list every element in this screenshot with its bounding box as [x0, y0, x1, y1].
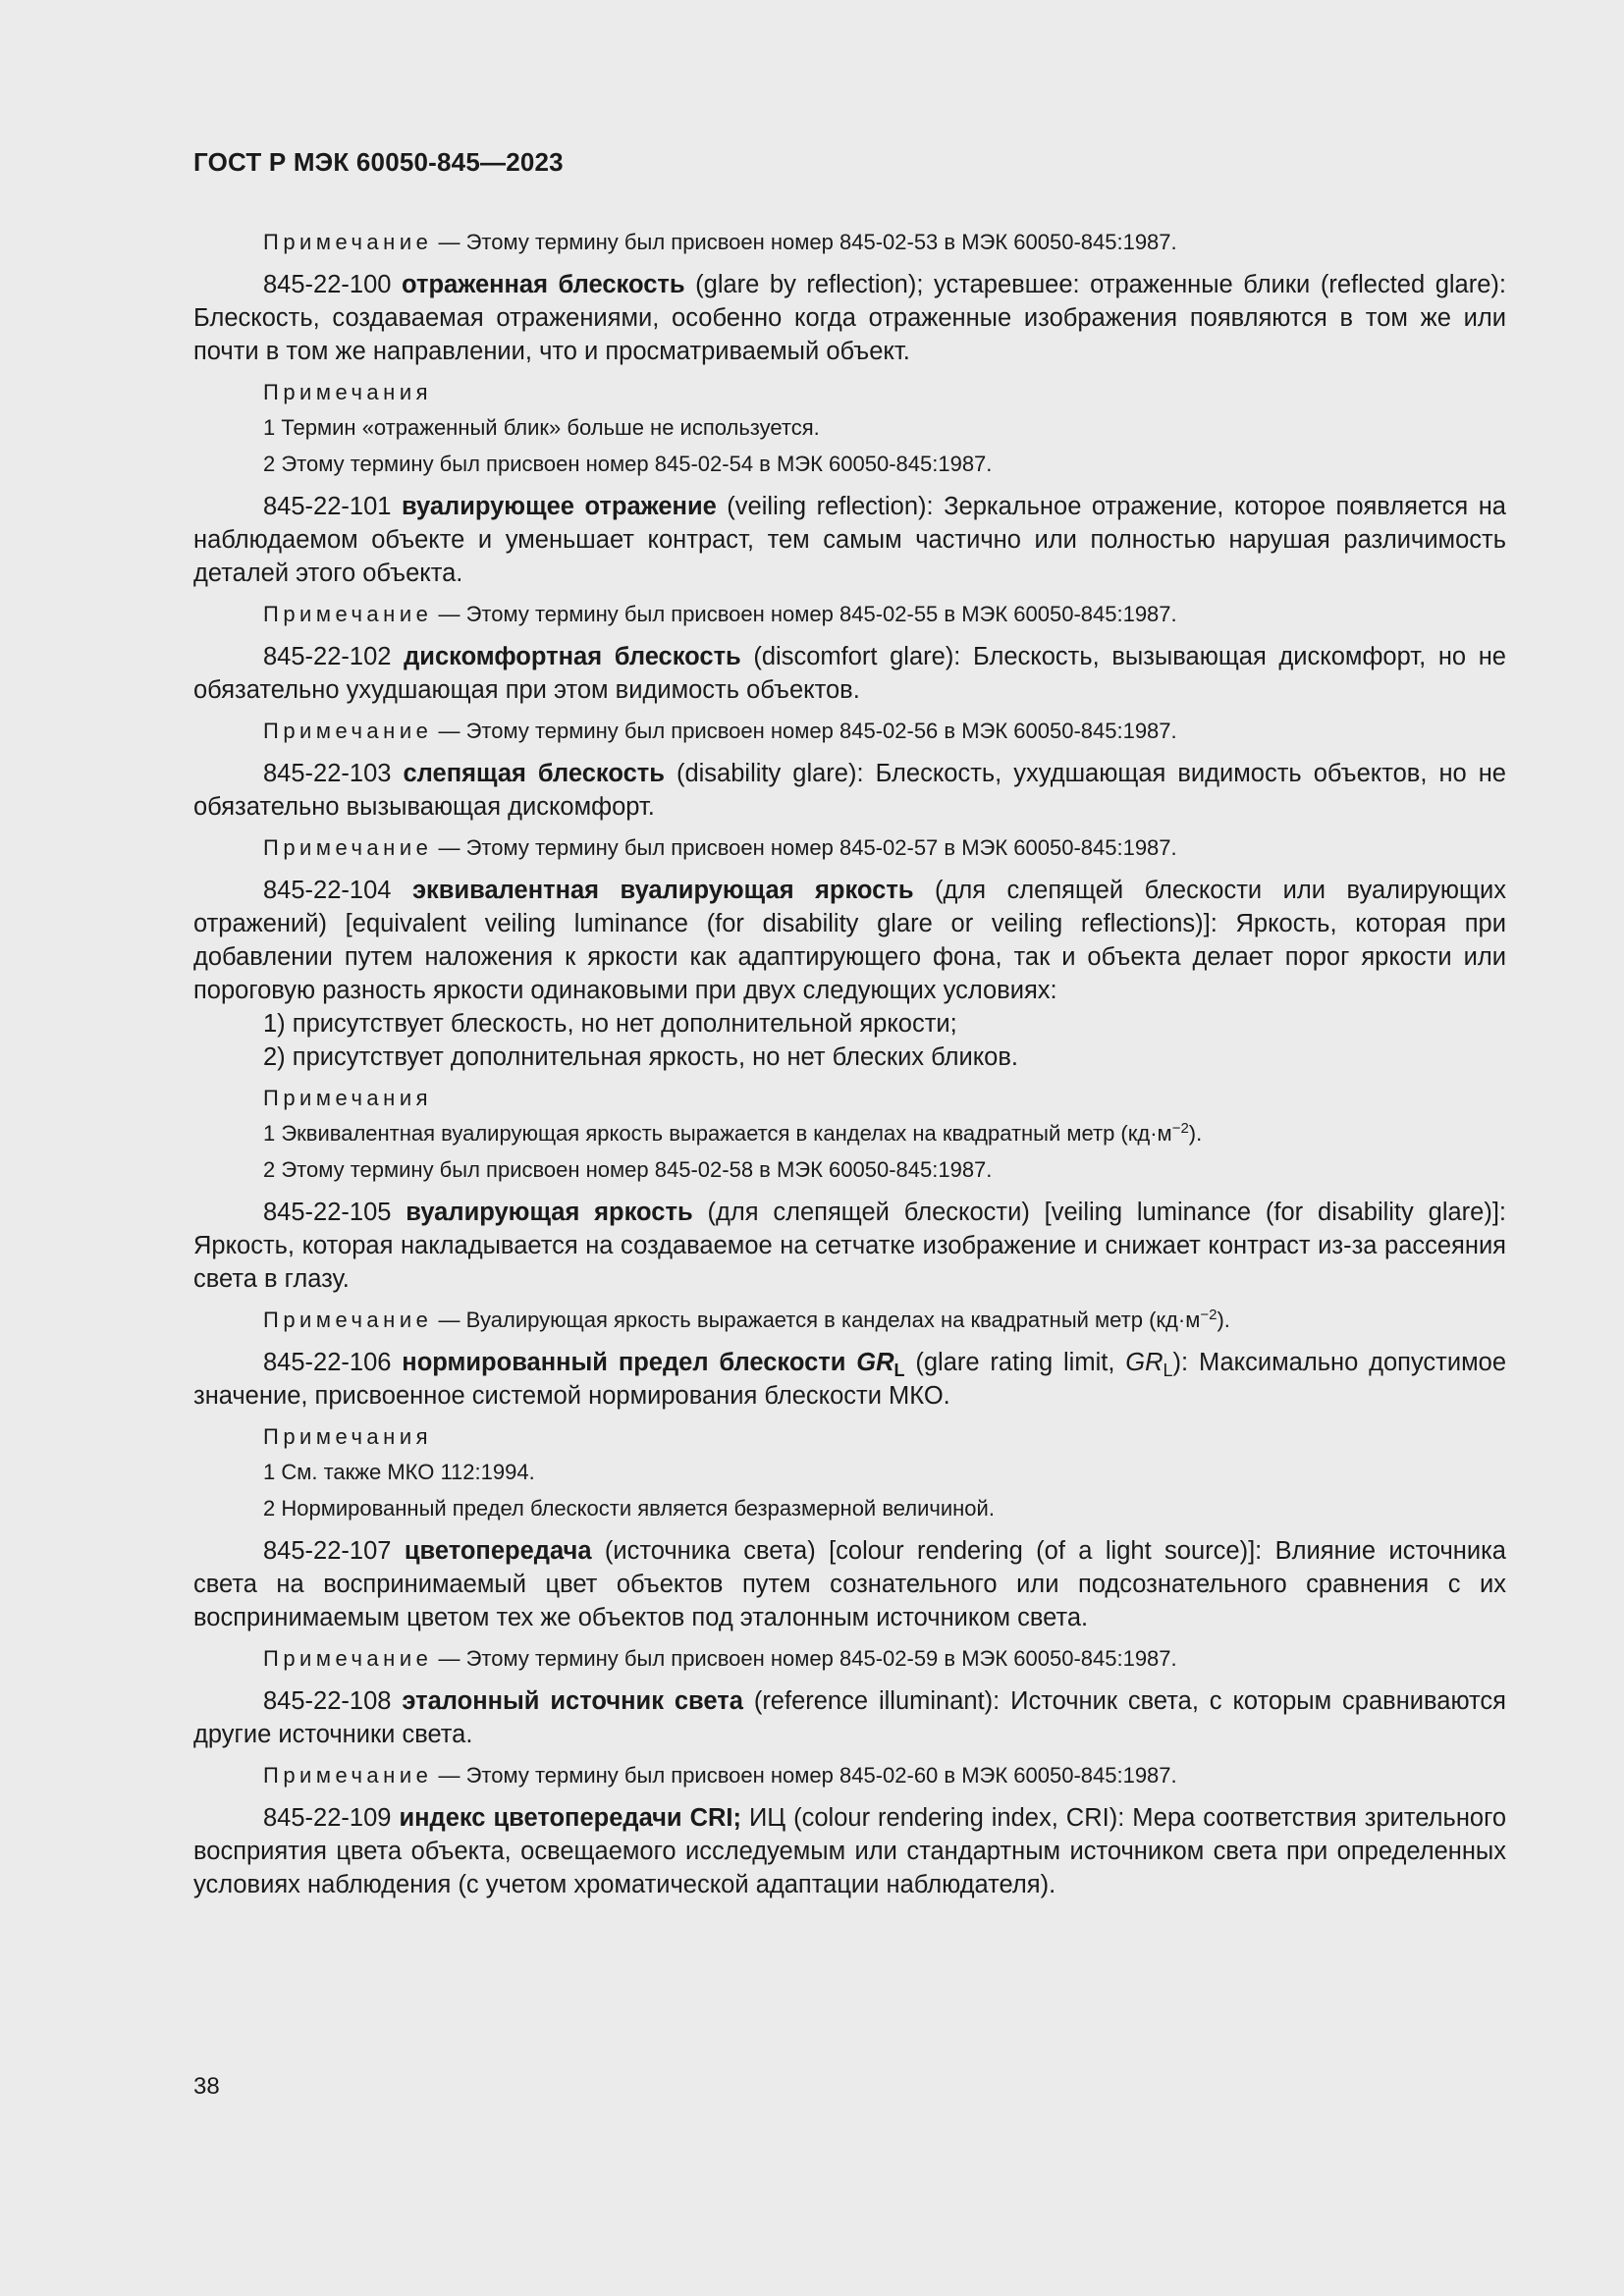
term-entry-845-22-108	[193, 1684, 1506, 1751]
note-label: Примечание	[263, 230, 433, 254]
note-label: Примечание	[263, 1763, 433, 1788]
note-text: — Вуалирующая яркость выражается в канделах на квадратный метр (кд·м	[438, 1308, 1201, 1332]
note-label: Примечание	[263, 1308, 433, 1332]
note-item: 1 См. также МКО 112:1994.	[263, 1460, 535, 1484]
term-definition: (для слепящей блескости или вуалирующих отражений) [equivalent veiling luminance (for disability glare or veiling reflections)]: Яркость, которая при добавлении путем наложения к яркости как адаптирующего фона, так и объекта делает порог яркости или пороговую разность яркости одинаковыми при двух следующих условиях:	[193, 877, 1506, 1004]
document-body	[193, 228, 1506, 1911]
superscript: −2	[1200, 1307, 1218, 1323]
note-item: 2 Этому термину был присвоен номер 845-02-54 в МЭК 60050-845:1987.	[263, 452, 993, 476]
term-number: 845-22-102	[263, 643, 392, 670]
note-text: — Этому термину был присвоен номер 845-02-60 в МЭК 60050-845:1987.	[438, 1763, 1177, 1788]
note-text-end: ).	[1188, 1121, 1203, 1146]
term-title: эталонный источник света	[402, 1687, 743, 1715]
term-number: 845-22-100	[263, 271, 392, 298]
term-definition: ): Максимально допустимое значение, присвоенное системой нормирования блескости МКО.	[193, 1349, 1506, 1410]
term-entry-845-22-103	[193, 757, 1506, 824]
term-symbol: GR	[1125, 1349, 1164, 1376]
note	[263, 1644, 1506, 1674]
superscript: −2	[1171, 1120, 1189, 1137]
term-entry-845-22-107	[193, 1534, 1506, 1634]
term-definition: ИЦ (colour rendering index, CRI): Мера соответствия зрительного восприятия цвета объекта, освещаемого исследуемым или стандартным источником света при определенных условиях наблюдения (с учетом хроматической адаптации наблюдателя).	[193, 1804, 1507, 1898]
note	[263, 600, 1506, 629]
term-number: 845-22-107	[263, 1537, 392, 1565]
term-title: цветопередача	[404, 1537, 592, 1565]
term-title: вуалирующая яркость	[406, 1199, 693, 1226]
note-label: Примечание	[263, 719, 433, 743]
note	[263, 1306, 1506, 1335]
term-number: 845-22-106	[263, 1349, 392, 1376]
term-definition: (veiling reflection): Зеркальное отражение, которое появляется на наблюдаемом объекте и уменьшает контраст, тем самым частично или полностью нарушая различимость деталей этого объекта.	[193, 493, 1506, 587]
note-label: Примечание	[263, 1646, 433, 1671]
note-text: — Этому термину был присвоен номер 845-02-57 в МЭК 60050-845:1987.	[438, 835, 1177, 860]
term-number: 845-22-108	[263, 1687, 392, 1715]
term-definition: (для слепящей блескости) [veiling luminance (for disability glare)]: Яркость, которая накладывается на создаваемое на сетчатке изображение и снижает контраст из-за рассеяния света в глазу.	[193, 1199, 1506, 1293]
term-title: нормированный предел блескости	[402, 1349, 846, 1376]
term-entry-845-22-100	[193, 268, 1506, 368]
term-number: 845-22-109	[263, 1804, 392, 1832]
list-item: 2) присутствует дополнительная яркость, но нет блеских бликов.	[263, 1043, 1018, 1071]
note	[263, 833, 1506, 863]
note-item: 1 Термин «отраженный блик» больше не используется.	[263, 415, 820, 440]
term-symbol: GR	[856, 1349, 894, 1376]
term-definition: (glare by reflection); устаревшее: отраженные блики (reflected glare): Блескость, создаваемая отражениями, особенно когда отраженные изображения появляются в том же или почти в том же направлении, что и просматриваемый объект.	[193, 271, 1506, 365]
note-text: — Этому термину был присвоен номер 845-02-53 в МЭК 60050-845:1987.	[438, 230, 1177, 254]
notes-heading: Примечания	[263, 1424, 433, 1449]
notes-heading: Примечания	[263, 1086, 433, 1110]
term-title: вуалирующее отражение	[401, 493, 717, 520]
note-label: Примечание	[263, 602, 433, 626]
symbol-subscript: L	[893, 1361, 905, 1380]
term-entry-845-22-101	[193, 490, 1506, 590]
notes-heading: Примечания	[263, 380, 433, 404]
term-title: индекс цветопередачи CRI;	[399, 1804, 741, 1832]
note-text-end: ).	[1217, 1308, 1230, 1332]
note-text: — Этому термину был присвоен номер 845-02-56 в МЭК 60050-845:1987.	[438, 719, 1177, 743]
note-item	[263, 1119, 1506, 1148]
term-title: дискомфортная блескость	[404, 643, 741, 670]
symbol-subscript: L	[1163, 1361, 1173, 1380]
note-text: 1 Эквивалентная вуалирующая яркость выражается в канделах на квадратный метр (кд·м	[263, 1121, 1172, 1146]
term-entry-845-22-104	[193, 874, 1506, 1007]
term-title: отраженная блескость	[402, 271, 685, 298]
term-definition: (источника света) [colour rendering (of a light source)]: Влияние источника света на воспринимаемый цвет объектов путем сознательного или подсознательного сравнения с их воспринимаемым цветом тех же объектов под эталонным источником света.	[193, 1537, 1506, 1631]
term-number: 845-22-104	[263, 877, 392, 904]
note	[263, 717, 1506, 746]
page-number: 38	[193, 2073, 220, 2100]
list-item: 1) присутствует блескость, но нет дополнительной яркости;	[263, 1010, 957, 1038]
term-definition: (reference illuminant): Источник света, с которым сравниваются другие источники света.	[193, 1687, 1506, 1748]
term-entry-845-22-102	[193, 640, 1506, 707]
note-text: — Этому термину был присвоен номер 845-02-55 в МЭК 60050-845:1987.	[438, 602, 1177, 626]
term-definition: (disability glare): Блескость, ухудшающая видимость объектов, но не обязательно вызывающая дискомфорт.	[193, 760, 1506, 821]
note-text: — Этому термину был присвоен номер 845-02-59 в МЭК 60050-845:1987.	[438, 1646, 1177, 1671]
term-entry-845-22-106	[193, 1346, 1506, 1413]
note-item: 2 Нормированный предел блескости является безразмерной величиной.	[263, 1496, 995, 1521]
term-definition: (glare rating limit,	[904, 1349, 1126, 1376]
term-number: 845-22-101	[263, 493, 392, 520]
term-title: слепящая блескость	[403, 760, 665, 787]
note	[263, 1761, 1506, 1790]
note-label: Примечание	[263, 835, 433, 860]
term-number: 845-22-105	[263, 1199, 392, 1226]
document-header: ГОСТ Р МЭК 60050-845—2023	[193, 147, 564, 177]
term-entry-845-22-109	[193, 1801, 1506, 1901]
term-definition: (discomfort glare): Блескость, вызывающая дискомфорт, но не обязательно ухудшающая при этом видимость объектов.	[193, 643, 1506, 704]
note-item: 2 Этому термину был присвоен номер 845-02-58 в МЭК 60050-845:1987.	[263, 1157, 993, 1182]
term-number: 845-22-103	[263, 760, 392, 787]
note	[263, 228, 1506, 257]
term-title: эквивалентная вуалирующая яркость	[411, 877, 914, 904]
term-entry-845-22-105	[193, 1196, 1506, 1296]
